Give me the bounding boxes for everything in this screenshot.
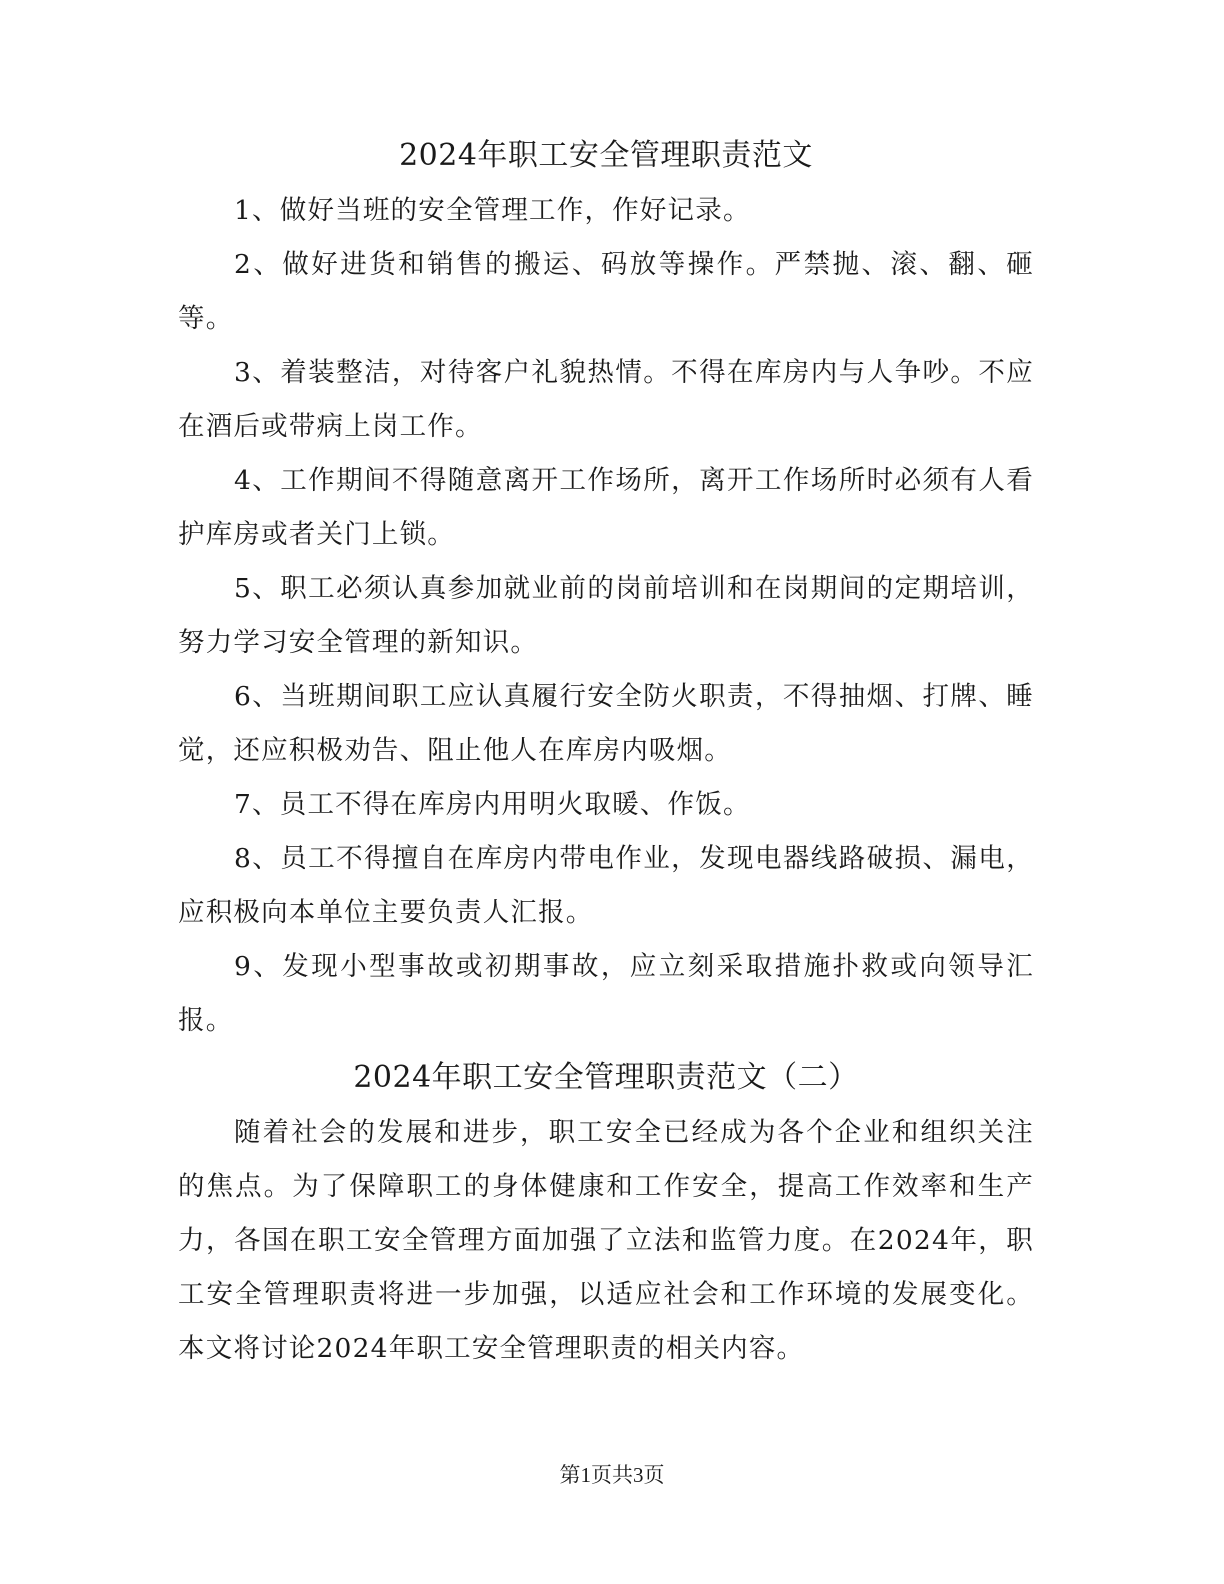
list-item: 9、发现小型事故或初期事故，应立刻采取措施扑救或向领导汇报。 bbox=[178, 951, 1034, 1036]
list-item: 6、当班期间职工应认真履行安全防火职责，不得抽烟、打牌、睡觉，还应积极劝告、阻止他人在库房内吸烟。 bbox=[178, 681, 1034, 766]
document-body bbox=[178, 128, 1034, 1376]
list-item: 2、做好进货和销售的搬运、码放等操作。严禁抛、滚、翻、砸等。 bbox=[178, 249, 1034, 334]
intro-paragraph: 随着社会的发展和进步，职工安全已经成为各个企业和组织关注的焦点。为了保障职工的身体健康和工作安全，提高工作效率和生产力，各国在职工安全管理方面加强了立法和监管力度。在2024年，职工安全管理职责将进一步加强，以适应社会和工作环境的发展变化。本文将讨论2024年职工安全管理职责的相关内容。 bbox=[178, 1117, 1034, 1364]
list-item: 3、着装整洁，对待客户礼貌热情。不得在库房内与人争吵。不应在酒后或带病上岗工作。 bbox=[178, 357, 1034, 442]
section-title: 2024年职工安全管理职责范文（二） bbox=[353, 1060, 859, 1095]
document-title: 2024年职工安全管理职责范文 bbox=[399, 138, 813, 173]
page-number: 第1页共3页 bbox=[559, 1463, 665, 1487]
list-item: 7、员工不得在库房内用明火取暖、作饭。 bbox=[234, 789, 751, 820]
list-item: 8、员工不得擅自在库房内带电作业，发现电器线路破损、漏电，应积极向本单位主要负责人汇报。 bbox=[178, 843, 1034, 928]
list-item: 1、做好当班的安全管理工作，作好记录。 bbox=[234, 195, 751, 226]
list-item: 5、职工必须认真参加就业前的岗前培训和在岗期间的定期培训，努力学习安全管理的新知识。 bbox=[178, 573, 1034, 658]
list-item: 4、工作期间不得随意离开工作场所，离开工作场所时必须有人看护库房或者关门上锁。 bbox=[178, 465, 1034, 550]
